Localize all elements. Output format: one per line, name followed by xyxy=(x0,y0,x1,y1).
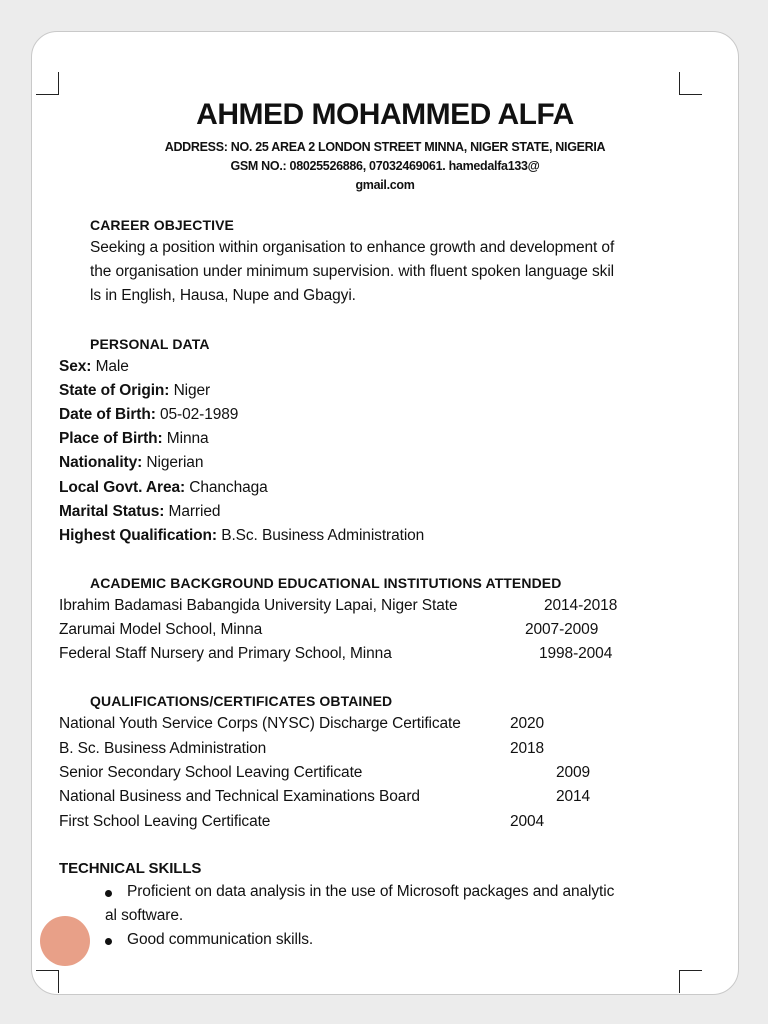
qualification-year: 2020 xyxy=(510,715,545,732)
qualification-title: Senior Secondary School Leaving Certificate xyxy=(59,764,363,781)
gsm-line: GSM NO.: 08025526886, 07032469061. hamedalfa133@ xyxy=(230,159,540,173)
crop-mark-bottom-right xyxy=(679,970,702,993)
qualification-title: B. Sc. Business Administration xyxy=(59,740,267,757)
academic-institution: Federal Staff Nursery and Primary School, Minna xyxy=(59,645,392,662)
qualification-year: 2009 xyxy=(556,764,591,781)
academic-years: 2007-2009 xyxy=(525,621,599,638)
crop-mark-top-left xyxy=(36,72,59,95)
academic-years: 2014-2018 xyxy=(544,597,618,614)
career-objective-line: the organisation under minimum supervision. with fluent spoken language skil xyxy=(90,263,615,280)
qualification-title: National Youth Service Corps (NYSC) Discharge Certificate xyxy=(59,715,461,732)
field-value: Male xyxy=(95,358,129,375)
field-value: Chanchaga xyxy=(189,479,268,496)
academic-heading: ACADEMIC BACKGROUND EDUCATIONAL INSTITUTIONS ATTENDED xyxy=(90,575,562,591)
personal-field-marital-status xyxy=(59,503,220,521)
candidate-name: AHMED MOHAMMED ALFA xyxy=(196,98,574,131)
field-label: State of Origin: xyxy=(59,382,170,399)
field-label: Marital Status: xyxy=(59,503,165,520)
email-domain-line: gmail.com xyxy=(355,178,415,192)
qualification-year: 2014 xyxy=(556,788,591,805)
resume-page xyxy=(31,31,739,995)
career-objective-line: ls in English, Hausa, Nupe and Gbagyi. xyxy=(90,287,356,304)
field-value: Minna xyxy=(166,430,209,447)
field-label: Date of Birth: xyxy=(59,406,156,423)
bullet-icon xyxy=(105,890,112,897)
crop-mark-top-right xyxy=(679,72,702,95)
skill-item-line: Good communication skills. xyxy=(127,931,314,948)
field-value: B.Sc. Business Administration xyxy=(221,527,425,544)
skill-item-line: Proficient on data analysis in the use of Microsoft packages and analytic xyxy=(127,883,615,900)
personal-field-highest-qualification xyxy=(59,527,424,545)
field-label: Place of Birth: xyxy=(59,430,163,447)
academic-institution: Zarumai Model School, Minna xyxy=(59,621,263,638)
qualifications-heading: QUALIFICATIONS/CERTIFICATES OBTAINED xyxy=(90,693,393,709)
personal-field-nationality xyxy=(59,454,203,472)
personal-field-state-of-origin xyxy=(59,382,210,400)
academic-years: 1998-2004 xyxy=(539,645,613,662)
field-value: 05-02-1989 xyxy=(159,406,239,423)
personal-field-sex xyxy=(59,358,129,376)
technical-skills-heading: TECHNICAL SKILLS xyxy=(59,860,202,877)
bullet-icon xyxy=(105,938,112,945)
qualification-title: National Business and Technical Examinations Board xyxy=(59,788,420,805)
skill-item-line: al software. xyxy=(105,907,184,924)
academic-institution: Ibrahim Badamasi Babangida University Lapai, Niger State xyxy=(59,597,458,614)
crop-mark-bottom-left xyxy=(36,970,59,993)
personal-field-place-of-birth xyxy=(59,430,209,448)
floating-action-circle[interactable] xyxy=(40,916,90,966)
field-value: Nigerian xyxy=(146,454,204,471)
field-value: Niger xyxy=(173,382,211,399)
qualification-year: 2018 xyxy=(510,740,545,757)
personal-field-local-govt-area xyxy=(59,479,268,497)
personal-field-date-of-birth xyxy=(59,406,238,424)
qualification-year: 2004 xyxy=(510,813,545,830)
field-label: Highest Qualification: xyxy=(59,527,217,544)
field-label: Nationality: xyxy=(59,454,143,471)
career-objective-line: Seeking a position within organisation to enhance growth and development of xyxy=(90,239,615,256)
personal-data-heading: PERSONAL DATA xyxy=(90,336,210,352)
field-value: Married xyxy=(168,503,221,520)
field-label: Sex: xyxy=(59,358,92,375)
qualification-title: First School Leaving Certificate xyxy=(59,813,271,830)
field-label: Local Govt. Area: xyxy=(59,479,186,496)
career-objective-heading: CAREER OBJECTIVE xyxy=(90,217,234,233)
address-line: ADDRESS: NO. 25 AREA 2 LONDON STREET MINNA, NIGER STATE, NIGERIA xyxy=(164,140,606,154)
